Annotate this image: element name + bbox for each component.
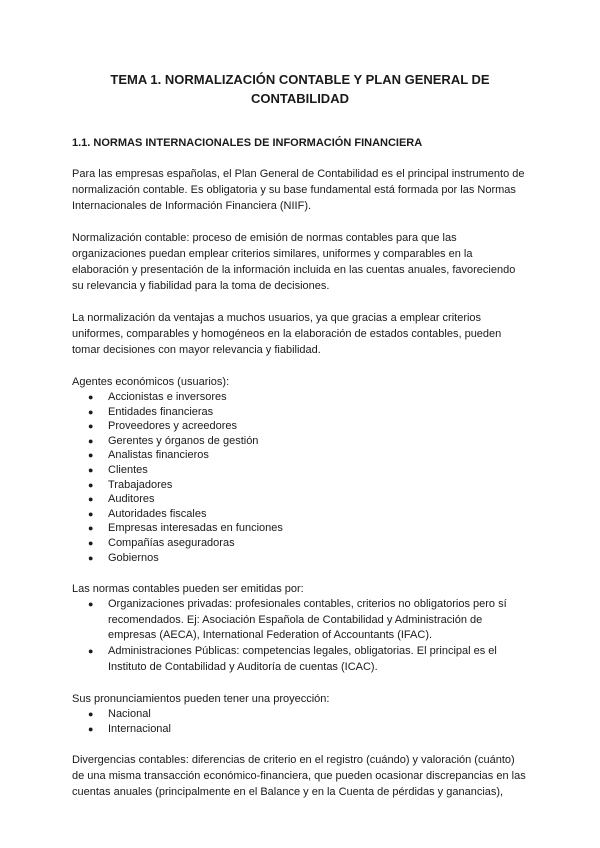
bullet-icon: ●	[88, 464, 94, 475]
list-item-text: Gerentes y órganos de gestión	[108, 434, 259, 447]
bullet-icon: ●	[88, 552, 94, 563]
projection-list	[72, 707, 528, 736]
list-item	[72, 434, 528, 449]
agents-list	[72, 390, 528, 565]
projection-intro: Sus pronunciamientos pueden tener una proyección:	[72, 693, 330, 706]
list-item-text: Nacional	[108, 708, 151, 721]
list-item	[72, 722, 528, 737]
paragraph-intro: Para las empresas españolas, el Plan General de Contabilidad es el principal instrumento de normalización contable. Es obligatoria y su base fundamental está formada por las Normas Internacionales de Información Financiera (NIIF).	[72, 168, 525, 212]
list-item-text: Auditores	[108, 493, 155, 506]
document-title: TEMA 1. NORMALIZACIÓN CONTABLE Y PLAN GENERAL DE CONTABILIDAD	[110, 72, 490, 106]
list-item-text: Proveedores y acreedores	[108, 420, 238, 433]
list-item	[72, 507, 528, 522]
list-item	[72, 478, 528, 493]
list-item-text: Accionistas e inversores	[108, 391, 227, 403]
paragraph-advantages: La normalización da ventajas a muchos usuarios, ya que gracias a emplear criterios uniformes, comparables y homogéneos en la elaboración de estados contables, pueden tomar decisiones con mayor relevancia y fiabilidad.	[72, 312, 502, 356]
list-item	[72, 448, 528, 463]
list-item-text: Clientes	[108, 463, 148, 476]
list-item-text: Trabajadores	[108, 478, 173, 491]
bullet-icon: ●	[88, 435, 94, 446]
list-item	[72, 419, 528, 434]
list-item	[72, 405, 528, 420]
bullet-icon: ●	[88, 479, 94, 490]
issuers-intro: Las normas contables pueden ser emitidas por:	[72, 583, 304, 596]
bullet-icon: ●	[88, 450, 94, 461]
bullet-icon: ●	[88, 537, 94, 548]
bullet-icon: ●	[88, 723, 94, 734]
list-item-text: Autoridades fiscales	[108, 507, 207, 520]
list-item	[72, 707, 528, 722]
list-item	[72, 551, 528, 566]
bullet-icon: ●	[88, 392, 94, 402]
list-item	[72, 536, 528, 551]
list-item-text: Compañías aseguradoras	[108, 536, 235, 549]
bullet-icon: ●	[88, 494, 94, 505]
list-item	[72, 463, 528, 478]
list-item-text: Gobiernos	[108, 551, 159, 564]
list-item-text: Empresas interesadas en funciones	[108, 522, 283, 535]
section-heading: 1.1. NORMAS INTERNACIONALES DE INFORMACIÓN FINANCIERA	[72, 137, 423, 149]
list-item	[72, 597, 528, 644]
paragraph-definition: Normalización contable: proceso de emisión de normas contables para que las organizaciones puedan emplear criterios similares, uniformes y comparables en la elaboración y presentación de la información incluida en las cuentas anuales, favoreciendo su relevancia y fiabilidad para la toma de decisiones.	[72, 232, 516, 292]
paragraph-divergences: Divergencias contables: diferencias de criterio en el registro (cuándo) y valoración (cuánto) de una misma transacción económico-financiera, que pueden ocasionar discrepancias en las cuentas anuales (principalmente en el Balance y en la Cuenta de pérdidas y ganancias),	[72, 754, 526, 799]
list-item-text: Entidades financieras	[108, 405, 214, 418]
bullet-icon: ●	[88, 421, 94, 432]
issuers-list	[72, 597, 528, 675]
bullet-icon: ●	[88, 508, 94, 519]
list-item	[72, 644, 528, 675]
list-item	[72, 492, 528, 507]
bullet-icon: ●	[88, 599, 94, 610]
list-item-text: Internacional	[108, 722, 171, 735]
agents-intro: Agentes económicos (usuarios):	[72, 376, 230, 388]
bullet-icon: ●	[88, 645, 94, 656]
list-item	[72, 390, 528, 405]
bullet-icon: ●	[88, 523, 94, 534]
list-item-text: Administraciones Públicas: competencias legales, obligatorias. El principal es el Instituto de Contabilidad y Auditoría de cuentas (ICAC).	[108, 644, 497, 673]
list-item-text: Organizaciones privadas: profesionales contables, criterios no obligatorios pero sí recomendados. Ej: Asociación Española de Contabilidad y Administración de empresas (AECA), International Federation of Accountants (IFAC).	[108, 598, 507, 642]
bullet-icon: ●	[88, 709, 94, 720]
list-item-text: Analistas financieros	[108, 449, 209, 462]
list-item	[72, 521, 528, 536]
bullet-icon: ●	[88, 406, 94, 417]
